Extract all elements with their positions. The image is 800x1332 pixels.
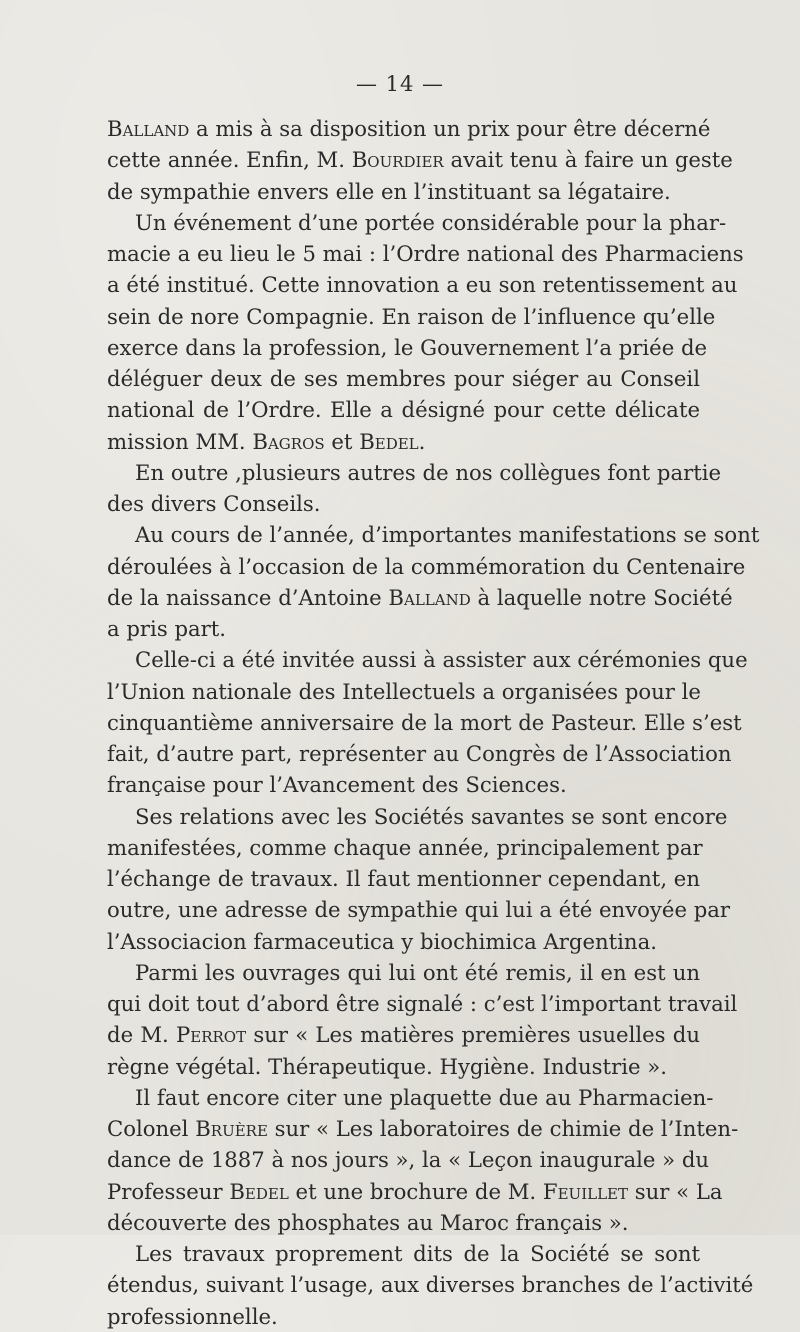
text-line: mission MM. Bagros et Bedel. [107,428,426,454]
text-line: En outre ,plusieurs autres de nos collègues font partie [135,459,722,485]
text-line: Au cours de l’année, d’importantes manifestations se sont [135,522,760,548]
text-line: de la naissance d’Antoine Balland à laquelle notre Société [107,584,733,610]
text-line: Les travaux proprement dits de la Société se sont [135,1241,700,1266]
text-line: déroulées à l’occasion de la commémoration du Centenaire [107,553,746,579]
text-line: professionnelle. [107,1303,278,1329]
text-line: Colonel Bruère sur « Les laboratoires de chimie de l’Inten- [107,1116,739,1141]
text-line: de M. Perrot sur « Les matières premières usuelles du [107,1022,700,1048]
text-line: fait, d’autre part, représenter au Congrès de l’Association [107,741,732,766]
text-line: Un événement d’une portée considérable pour la phar- [135,209,727,235]
text-line: Ses relations avec les Sociétés savantes se sont encore [135,803,728,829]
text-line: cinquantième anniversaire de la mort de Pasteur. Elle s’est [107,709,742,735]
text-line: des divers Conseils. [107,491,321,516]
text-line: Balland a mis à sa disposition un prix pour être décerné [107,116,711,141]
text-line: étendus, suivant l’usage, aux diverses branches de l’activité [107,1272,754,1298]
text-line: Il faut encore citer une plaquette due au Pharmacien- [135,1084,714,1110]
text-line: outre, une adresse de sympathie qui lui a été envoyée par [107,897,731,923]
text-line: national de l’Ordre. Elle a désigné pour cette délicate [107,397,700,423]
text-line: Celle-ci a été invitée aussi à assister aux cérémonies que [135,647,748,673]
text-line: manifestées, comme chaque année, principalement par [107,834,703,860]
text-line: découverte des phosphates au Maroc français ». [107,1209,629,1235]
text-line: l’Associacion farmaceutica y biochimica Argentina. [107,928,657,954]
text-line: l’échange de travaux. Il faut mentionner cependant, en [107,866,700,891]
text-line: cette année. Enfin, M. Bourdier avait tenu à faire un geste [107,147,733,173]
text-line: a été institué. Cette innovation a eu son retentissement au [107,272,738,298]
text-line: de sympathie envers elle en l’instituant sa légataire. [107,178,671,204]
page-number: — 14 — [355,72,445,96]
text-line: l’Union nationale des Intellectuels a organisées pour le [107,678,701,704]
text-line: dance de 1887 à nos jours », la « Leçon inaugurale » du [107,1147,710,1173]
body-text [107,113,760,1332]
text-line: macie a eu lieu le 5 mai : l’Ordre national des Pharmaciens [107,241,744,266]
text-line: règne végétal. Thérapeutique. Hygiène. Industrie ». [107,1053,667,1079]
text-line: déléguer deux de ses membres pour siéger au Conseil [107,366,700,391]
text-line: sein de nore Compagnie. En raison de l’influence qu’elle [107,303,716,329]
text-line: a pris part. [107,616,227,641]
text-line: Professeur Bedel et une brochure de M. Feuillet sur « La [107,1178,723,1204]
text-line: française pour l’Avancement des Sciences. [107,772,567,798]
text-line: qui doit tout d’abord être signalé : c’est l’important travail [107,991,738,1016]
text-line: Parmi les ouvrages qui lui ont été remis, il en est un [135,959,700,985]
text-line: exerce dans la profession, le Gouvernement l’a priée de [107,334,708,360]
